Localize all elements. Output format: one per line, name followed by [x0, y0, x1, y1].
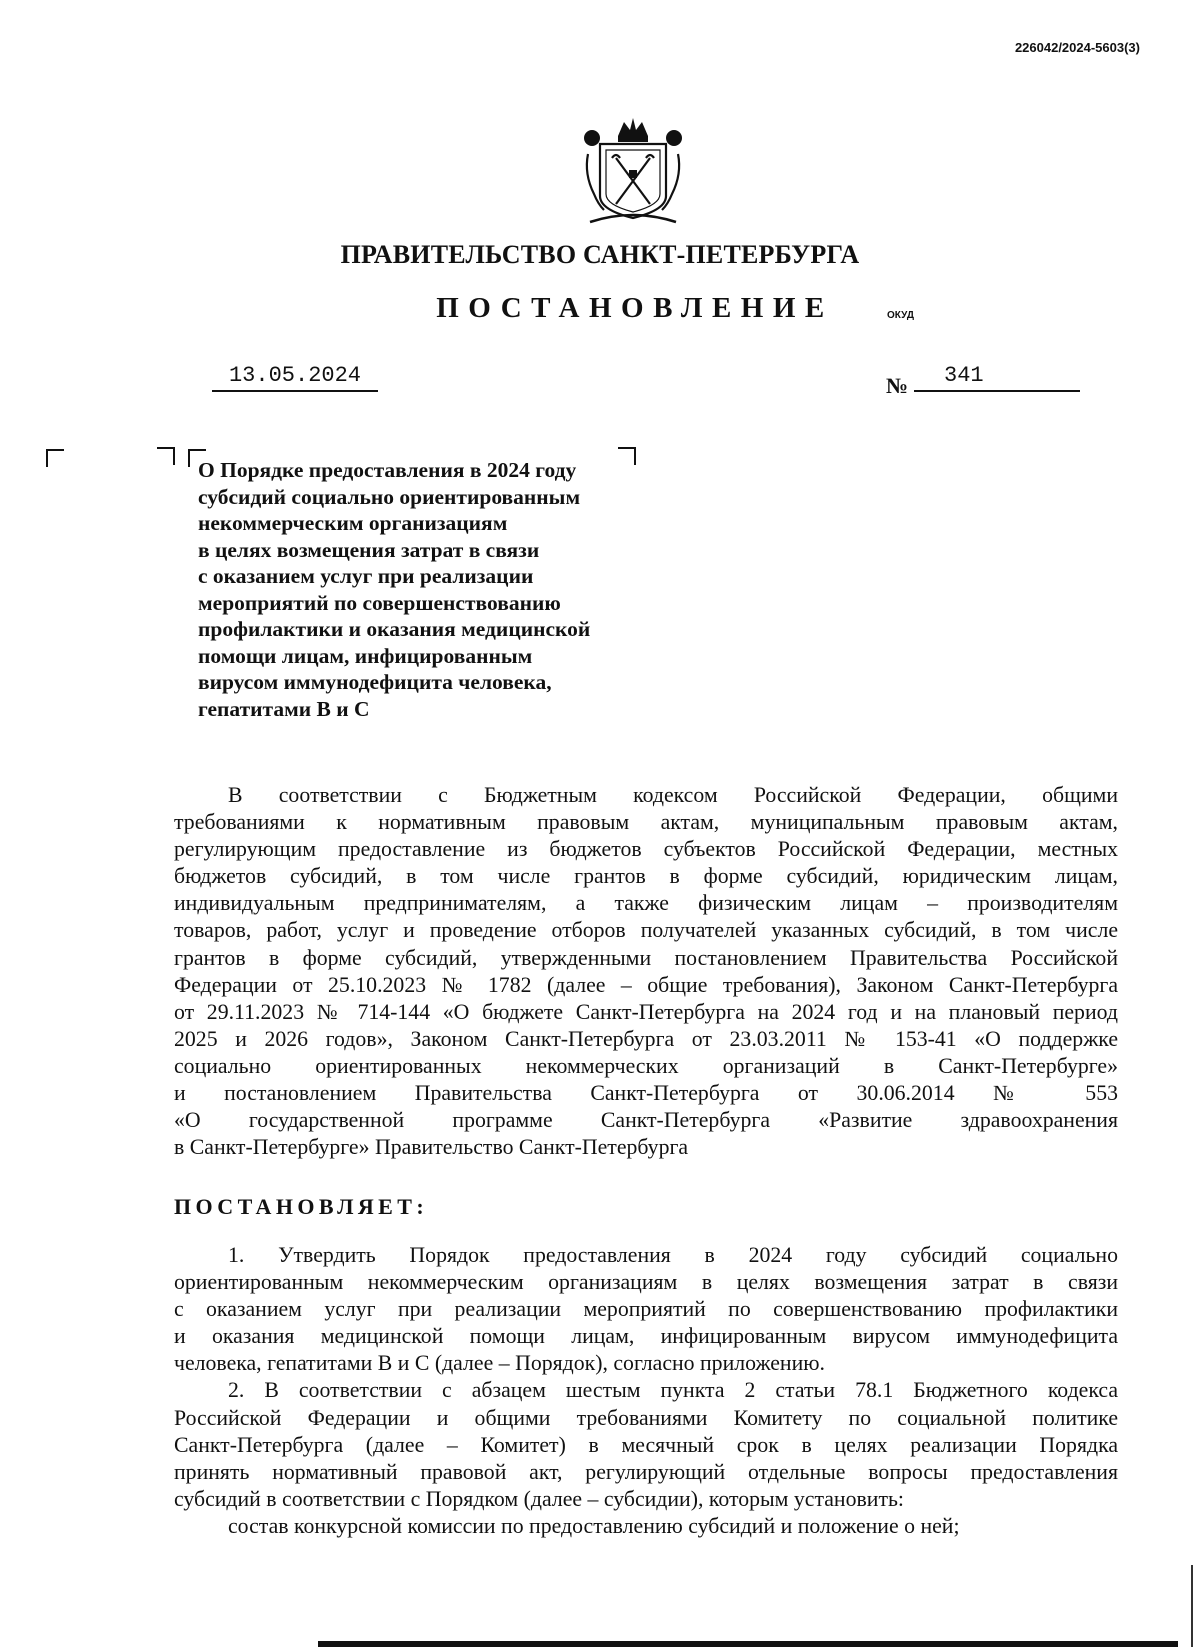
okud-label: ОКУД [887, 310, 914, 321]
preamble-line: в Санкт-Петербурге» Правительство Санкт-Петербурга [174, 1135, 689, 1160]
number-sign: № [886, 373, 909, 398]
title-line: субсидий социально ориентированным [198, 484, 581, 509]
resolves-heading: ПОСТАНОВЛЯЕТ: [174, 1194, 429, 1219]
item-2-line: принять нормативный правовой акт, регулирующий отдельные вопросы предоставления [174, 1459, 1118, 1484]
title-line: некоммерческим организациям [198, 511, 508, 535]
preamble-line: социально ориентированных некоммерческих организаций в Санкт-Петербурге» [174, 1053, 1118, 1078]
scan-edge-line [1191, 1565, 1193, 1647]
title-line: в целях возмещения затрат в связи [198, 537, 540, 562]
preamble-line: «О государственной программе Санкт-Петербурга «Развитие здравоохранения [174, 1108, 1118, 1133]
decree-date: 13.05.2024 [212, 363, 378, 392]
item-1-line: человека, гепатитами В и С (далее – Порядок), согласно приложению. [174, 1351, 825, 1376]
item-1-line: и оказания медицинской помощи лицам, инфицированным вирусом иммунодефицита [174, 1324, 1118, 1349]
preamble-line: В соответствии с Бюджетным кодексом Российской Федерации, общими [228, 783, 1118, 807]
preamble-line: регулирующим предоставление из бюджетов субъектов Российской Федерации, местных [174, 837, 1118, 862]
preamble-line: индивидуальным предпринимателям, а также физическим лицам – производителям [174, 891, 1118, 916]
decree-items [174, 1242, 1118, 1540]
item-1-line: с оказанием услуг при реализации мероприятий по совершенствованию профилактики [174, 1297, 1118, 1322]
preamble-line: Федерации от 25.10.2023 № 1782 (далее – общие требования), Законом Санкт-Петербурга [174, 972, 1118, 997]
title-corner-mark-left-outer [157, 447, 175, 465]
item-2-line: Российской Федерации и общими требованиями Комитету по социальной политике [174, 1405, 1118, 1430]
title-line: О Порядке предоставления в 2024 году [198, 458, 577, 482]
decree-number: 341 [914, 363, 1080, 392]
item-1-line: 1. Утвердить Порядок предоставления в 2024 году субсидий социально [228, 1243, 1118, 1267]
item-2-line: субсидий в соответствии с Порядком (далее – субсидии), которым установить: [174, 1486, 904, 1511]
item-1-line: ориентированным некоммерческим организациям в целях возмещения затрат в связи [174, 1270, 1118, 1295]
item-2-subitem: состав конкурсной комиссии по предоставлению субсидий и положение о ней; [228, 1513, 960, 1538]
title-line: вирусом иммунодефицита человека, [198, 670, 552, 694]
title-line: мероприятий по совершенствованию [198, 590, 561, 615]
st-petersburg-coat-of-arms-icon [580, 118, 686, 226]
scan-bottom-edge [318, 1641, 1178, 1647]
preamble-line: бюджетов субсидий, в том числе грантов в форме субсидий, юридическим лицам, [174, 864, 1118, 889]
preamble-paragraph [174, 782, 1118, 1161]
preamble-line: от 29.11.2023 № 714-144 «О бюджете Санкт-Петербурга на 2024 год и на плановый период [174, 999, 1118, 1024]
preamble-line: товаров, работ, услуг и проведение отборов получателей указанных субсидий, в том числе [174, 918, 1118, 943]
government-heading: ПРАВИТЕЛЬСТВО САНКТ-ПЕТЕРБУРГА [340, 240, 860, 269]
item-2-line: Санкт-Петербурга (далее – Комитет) в месячный срок в целях реализации Порядка [174, 1432, 1118, 1457]
left-margin-corner-mark [46, 449, 64, 467]
item-2-line: 2. В соответствии с абзацем шестым пункта 2 статьи 78.1 Бюджетного кодекса [228, 1378, 1118, 1403]
preamble-line: грантов в форме субсидий, утвержденными постановлением Правительства Российской [174, 945, 1118, 970]
preamble-line: требованиями к нормативным правовым актам, муниципальным правовым актам, [174, 810, 1118, 835]
preamble-line: 2025 и 2026 годов», Законом Санкт-Петербурга от 23.03.2011 № 153-41 «О поддержке [174, 1026, 1118, 1051]
decree-title [198, 457, 658, 722]
preamble-line: и постановлением Правительства Санкт-Петербурга от 30.06.2014 № 553 [174, 1081, 1118, 1106]
document-registration-number: 226042/2024-5603(3) [1014, 40, 1140, 55]
title-line: гепатитами В и С [198, 696, 370, 721]
title-line: профилактики и оказания медицинской [198, 617, 591, 641]
title-line: с оказанием услуг при реализации [198, 564, 534, 588]
title-line: помощи лицам, инфицированным [198, 643, 533, 668]
decree-heading: ПОСТАНОВЛЕНИЕ [436, 292, 834, 324]
